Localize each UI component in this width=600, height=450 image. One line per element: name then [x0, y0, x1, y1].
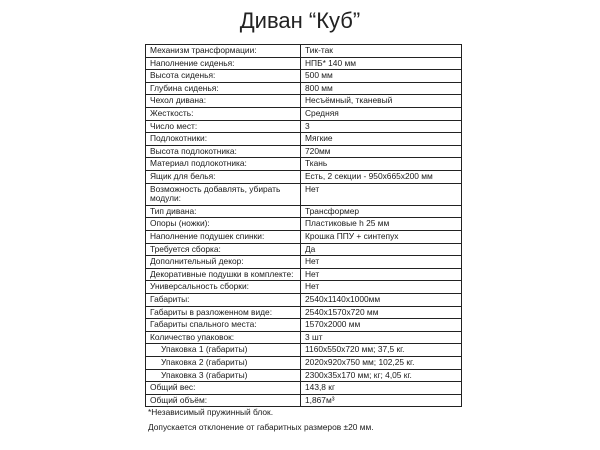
table-row [146, 394, 462, 407]
footnote-spring-block: *Независимый пружинный блок. [148, 407, 274, 417]
spec-label: Универсальность сборки: [146, 281, 301, 294]
spec-value: 2540х1140х1000мм [301, 294, 462, 307]
spec-label: Ящик для белья: [146, 170, 301, 183]
spec-label: Опоры (ножки): [146, 218, 301, 231]
footnote-tolerance: Допускается отклонение от габаритных размеров ±20 мм. [148, 422, 374, 432]
spec-label: Высота сиденья: [146, 70, 301, 83]
spec-value: Нет [301, 256, 462, 269]
spec-value: 143,8 кг [301, 382, 462, 395]
table-row [146, 218, 462, 231]
table-row [146, 319, 462, 332]
table-row [146, 382, 462, 395]
spec-label: Наполнение подушек спинки: [146, 230, 301, 243]
table-row [146, 256, 462, 269]
table-row [146, 145, 462, 158]
spec-label: Тип дивана: [146, 205, 301, 218]
specs-table [145, 44, 462, 294]
spec-label: Возможность добавлять, убирать модули: [146, 183, 301, 205]
table-row [146, 369, 462, 382]
table-row [146, 120, 462, 133]
spec-label: Глубина сиденья: [146, 82, 301, 95]
table-row [146, 158, 462, 171]
spec-label: Чехол дивана: [146, 95, 301, 108]
table-row [146, 95, 462, 108]
spec-value: Да [301, 243, 462, 256]
spec-value: 3 шт [301, 331, 462, 344]
spec-value: 2300х35х170 мм; кг; 4,05 кг. [301, 369, 462, 382]
spec-label: Требуется сборка: [146, 243, 301, 256]
dimensions-table [145, 293, 462, 407]
table-row [146, 183, 462, 205]
spec-label: Жесткость: [146, 107, 301, 120]
spec-label: Упаковка 2 (габариты) [146, 356, 301, 369]
table-row [146, 243, 462, 256]
table-row [146, 82, 462, 95]
spec-value: Ткань [301, 158, 462, 171]
spec-value: Нет [301, 268, 462, 281]
spec-value: Крошка ППУ + синтепух [301, 230, 462, 243]
spec-label: Материал подлокотника: [146, 158, 301, 171]
spec-label: Габариты: [146, 294, 301, 307]
spec-value: Трансформер [301, 205, 462, 218]
table-row [146, 205, 462, 218]
spec-label: Упаковка 1 (габариты) [146, 344, 301, 357]
table-row [146, 230, 462, 243]
spec-label: Общий вес: [146, 382, 301, 395]
page-title: Диван “Куб” [239, 8, 361, 33]
spec-label: Декоративные подушки в комплекте: [146, 268, 301, 281]
spec-value: 720мм [301, 145, 462, 158]
spec-label: Подлокотники: [146, 133, 301, 146]
spec-value: Нет [301, 183, 462, 205]
spec-value: Пластиковые h 25 мм [301, 218, 462, 231]
table-row [146, 306, 462, 319]
spec-value: Нет [301, 281, 462, 294]
spec-value: 2540х1570х720 мм [301, 306, 462, 319]
spec-value: 1,867м³ [301, 394, 462, 407]
table-row [146, 344, 462, 357]
spec-label: Количество упаковок: [146, 331, 301, 344]
table-row [146, 57, 462, 70]
spec-label: Общий объём: [146, 394, 301, 407]
table-row [146, 133, 462, 146]
table-row [146, 294, 462, 307]
spec-value: НПБ* 140 мм [301, 57, 462, 70]
spec-label: Число мест: [146, 120, 301, 133]
table-row [146, 70, 462, 83]
spec-label: Упаковка 3 (габариты) [146, 369, 301, 382]
table-row [146, 356, 462, 369]
table-row [146, 281, 462, 294]
spec-label: Габариты в разложенном виде: [146, 306, 301, 319]
table-row [146, 268, 462, 281]
table-row [146, 170, 462, 183]
spec-value: Тик-так [301, 45, 462, 58]
spec-value: 1160х550х720 мм; 37,5 кг. [301, 344, 462, 357]
spec-label: Дополнительный декор: [146, 256, 301, 269]
spec-value: 2020х920х750 мм; 102,25 кг. [301, 356, 462, 369]
spec-label: Габариты спального места: [146, 319, 301, 332]
spec-value: Есть, 2 секции - 950х665х200 мм [301, 170, 462, 183]
table-row [146, 45, 462, 58]
spec-value: 3 [301, 120, 462, 133]
spec-label: Наполнение сиденья: [146, 57, 301, 70]
spec-value: Мягкие [301, 133, 462, 146]
spec-value: 800 мм [301, 82, 462, 95]
table-row [146, 107, 462, 120]
spec-value: Несъёмный, тканевый [301, 95, 462, 108]
spec-label: Механизм трансформации: [146, 45, 301, 58]
spec-value: Средняя [301, 107, 462, 120]
spec-value: 1570х2000 мм [301, 319, 462, 332]
spec-label: Высота подлокотника: [146, 145, 301, 158]
table-row [146, 331, 462, 344]
spec-value: 500 мм [301, 70, 462, 83]
